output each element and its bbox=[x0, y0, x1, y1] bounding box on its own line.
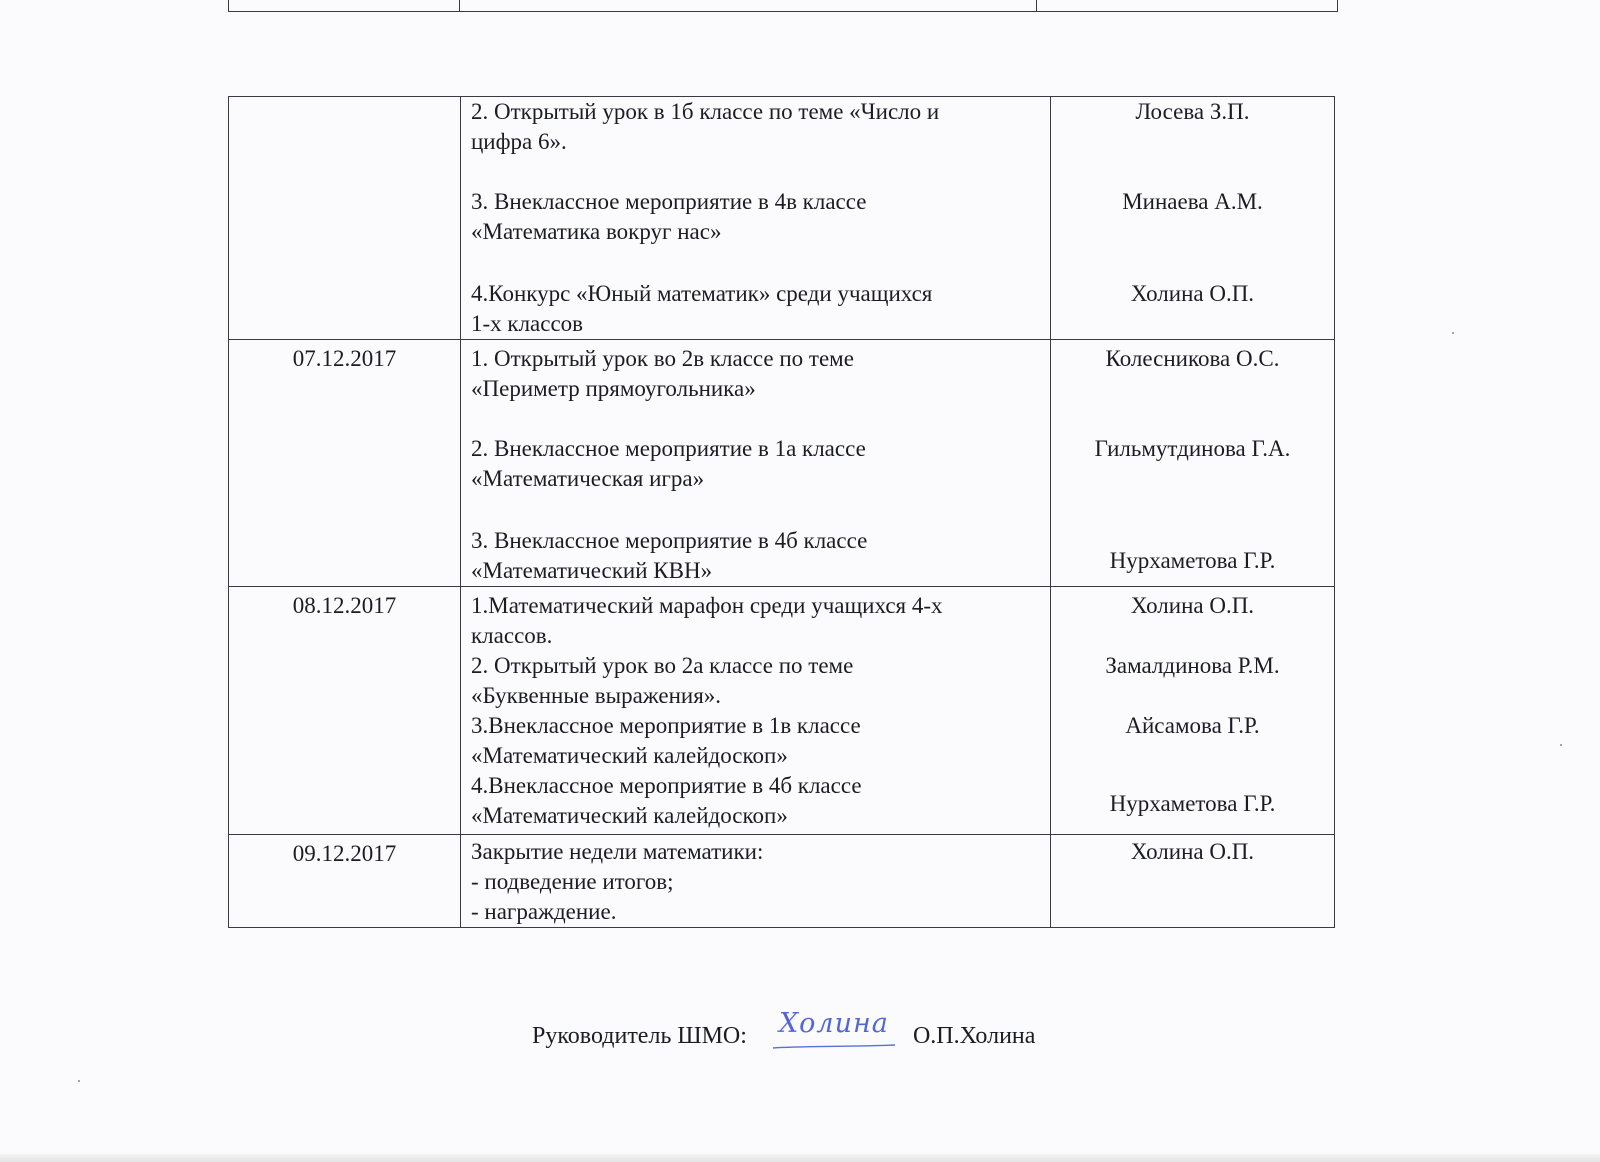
math-week-plan-table bbox=[228, 96, 1335, 928]
scan-speck bbox=[78, 1080, 80, 1082]
scan-speck bbox=[1452, 332, 1454, 334]
table-row bbox=[229, 587, 1335, 835]
responsible-person: Гильмутдинова Г.А. bbox=[1094, 436, 1291, 461]
responsible-person: Нурхаметова Г.Р. bbox=[1109, 791, 1276, 816]
responsible-person: Айсамова Г.Р. bbox=[1125, 713, 1260, 738]
responsible-person: Холина О.П. bbox=[1130, 593, 1255, 618]
event-item: 4.Внеклассное мероприятие в 4б классе «Математический калейдоскоп» bbox=[471, 773, 862, 828]
table-row bbox=[229, 835, 1335, 928]
event-item: Закрытие недели математики: - подведение итогов; - награждение. bbox=[471, 839, 764, 924]
event-item: 3. Внеклассное мероприятие в 4в классе «Математика вокруг нас» bbox=[471, 189, 867, 244]
event-item: 2. Открытый урок в 1б классе по теме «Число и цифра 6». bbox=[471, 99, 940, 154]
event-item: 2. Открытый урок во 2а классе по теме «Буквенные выражения». bbox=[471, 653, 854, 708]
responsible-person: Колесникова О.С. bbox=[1105, 346, 1280, 371]
responsible-person: Холина О.П. bbox=[1130, 281, 1255, 306]
signature-line bbox=[532, 1008, 1036, 1050]
event-item: 1. Открытый урок во 2в классе по теме «Периметр прямоугольника» bbox=[471, 346, 854, 401]
responsible-person: Нурхаметова Г.Р. bbox=[1109, 548, 1276, 573]
table-divider bbox=[459, 0, 460, 11]
head-name: О.П.Холина bbox=[912, 1023, 1036, 1049]
event-item: 4.Конкурс «Юный математик» среди учащихся 1-х классов bbox=[471, 281, 933, 336]
previous-page-table-fragment bbox=[228, 0, 1338, 12]
event-item: 3.Внеклассное мероприятие в 1в классе «Математический калейдоскоп» bbox=[471, 713, 861, 768]
responsible-person: Замалдинова Р.М. bbox=[1105, 653, 1280, 678]
date-cell: 08.12.2017 bbox=[229, 587, 461, 835]
date-cell: 07.12.2017 bbox=[229, 340, 461, 587]
date-cell bbox=[229, 97, 461, 340]
head-title-label: Руководитель ШМО: bbox=[532, 1023, 747, 1049]
event-item: 2. Внеклассное мероприятие в 1а классе «Математическая игра» bbox=[471, 436, 866, 491]
events-cell bbox=[461, 97, 1051, 340]
events-cell bbox=[461, 587, 1051, 835]
table-row bbox=[229, 340, 1335, 587]
responsible-cell bbox=[1051, 340, 1335, 587]
event-item: 3. Внеклассное мероприятие в 4б классе «Математический КВН» bbox=[471, 528, 868, 583]
table-row bbox=[229, 97, 1335, 340]
scan-speck bbox=[1560, 744, 1562, 746]
events-cell bbox=[461, 835, 1051, 928]
handwritten-signature bbox=[771, 1008, 899, 1050]
event-item: 1.Математический марафон среди учащихся 4-х классов. bbox=[471, 593, 943, 648]
signature-text: Холина bbox=[778, 1008, 889, 1039]
scan-bottom-edge bbox=[0, 1154, 1600, 1162]
responsible-person: Минаева А.М. bbox=[1122, 189, 1263, 214]
table-divider bbox=[1036, 0, 1037, 11]
date-cell: 09.12.2017 bbox=[229, 835, 461, 928]
responsible-person: Холина О.П. bbox=[1130, 839, 1255, 864]
responsible-cell bbox=[1051, 587, 1335, 835]
events-cell bbox=[461, 340, 1051, 587]
responsible-person: Лосева З.П. bbox=[1135, 99, 1250, 124]
responsible-cell bbox=[1051, 97, 1335, 340]
responsible-cell bbox=[1051, 835, 1335, 928]
